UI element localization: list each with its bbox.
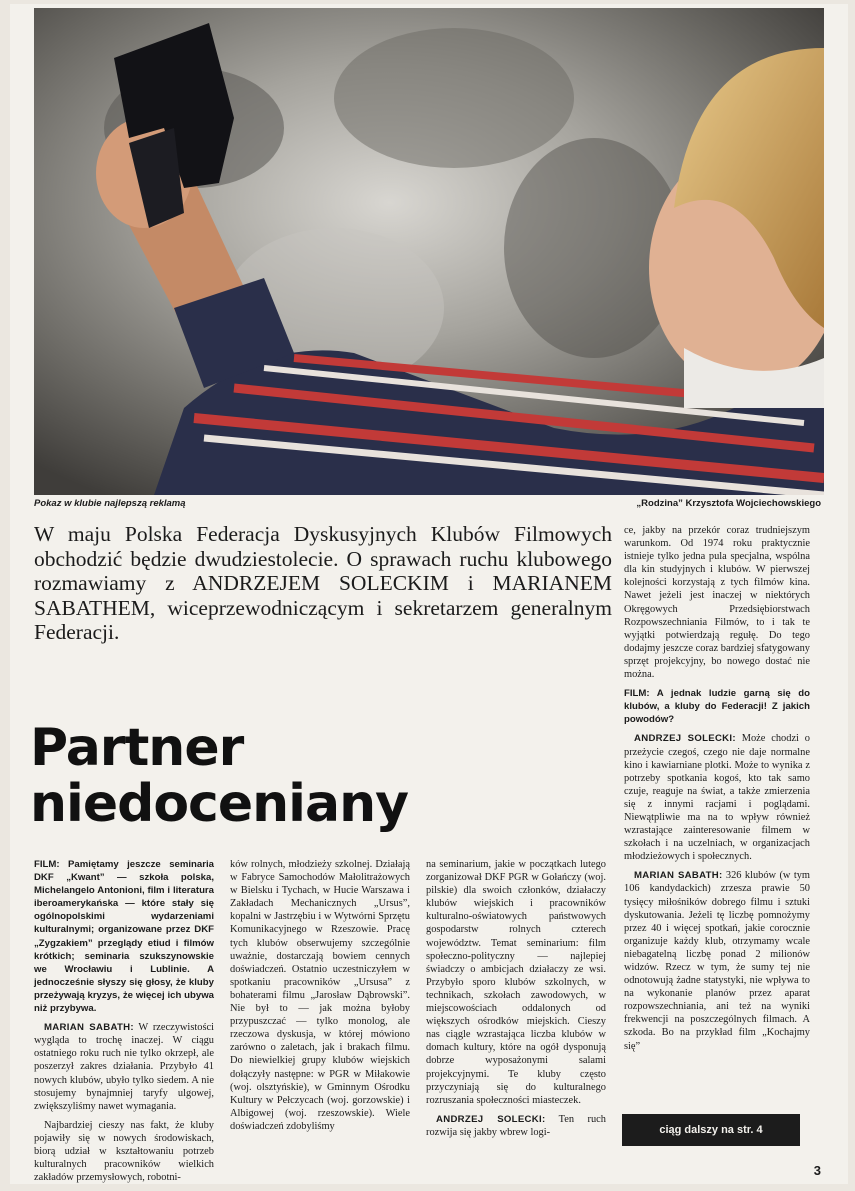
article-lead: W maju Polska Federacja Dyskusyjnych Klubów Filmowych obchodzić będzie dwudziestolecie. O sprawach ruchu klubowego rozmawiamy z ANDRZEJEM SOLECKIM i MARIANEM SABATHEM, wiceprzewodniczącym i sekretarzem generalnym Federacji. [34,522,612,645]
text-column-2 [230,858,410,1139]
text-column-1 [34,858,214,1190]
headline-line-2: niedoceniany [30,774,408,834]
paragraph: ce, jakby na przekór coraz trudniejszym warunkom. Od 1974 roku praktycznie istnieje tylko jedna pula specjalna, wspólna dla kin studyjnych i klubów. W pierwszej kolejności korzystają z tych filmów kina. Nawet jeżeli jest inaczej w niektórych Okręgowych Przedsiębiorstwach Rozpowszechniania Filmów, to i tak te wyjątki potwierdzają regułę. Do tego dodajmy jeszcze coraz bardziej sfatygowany sprzęt projekcyjny, bo nowego dostać nie można. [624,525,810,681]
answer-text: Ten ruch rozwija się jakby wbrew logi- [426,1113,606,1138]
paragraph: ków rolnych, młodzieży szkolnej. Działają w Fabryce Samochodów Małolitrażowych w Bielsku i Tychach, w Hucie Warszawa i Zakładach Mechanicznych „Ursus”, kopalni w Jastrzębiu i w Wytwórni Sprzętu Komunikacyjnego w Rzeszowie. Pracę tych klubów obserwujemy szczególnie uważnie, dostarczają bowiem cennych doświadczeń. Ostatnio uczestniczyłem w spotkaniu pracowników „Ursusa” z bohaterami filmu „Jarosław Dąbrowski”. Nie był to — jak można byłoby przypuszczać — tylko monolog, ale rzeczowa dyskusja, w której mówiono zarówno o zaletach, jak i brakach filmu. Do niewielkiej grupy klubów wiejskich dołączyły następne: w PGR w Miłakowie (woj. olsztyńskie), w Gminnym Ośrodku Kultury w Pełczycach (woj. gorzowskie) i Albigowej (woj. rzeszowskie). Wiele doświadczeń zdobyliśmy [230,859,410,1132]
speaker-name: MARIAN SABATH: [44,1022,134,1034]
text-column-3 [426,858,606,1145]
answer-paragraph [34,1021,214,1113]
photo-caption-left: Pokaz w klubie najlepszą reklamą [34,498,186,509]
answer-text: Może chodzi o przeżycie czegoś, czego nie daje normalne kino i kawiarniane plotki. Może to wynika z potrzeby spotkania kogoś, kto tak samo czuje, reaguje na świat, a także zmierzenia się z innymi racjami i poglądami. Niewątpliwie ma na to wpływ również wzrastające zainteresowanie filmem w szkołach i na uczelniach, w organizacjach młodzieżowych i społecznych. [624,733,810,863]
answer-text: W rzeczywistości wygląda to trochę inaczej. W ciągu ostatniego roku ruch nie tylko okrzepł, ale poszerzył zakres działania. Przybyło 41 nowych klubów, ubyło tylko siedem. A nie stosujemy bynajmniej taryfy ulgowej, zwiększyliśmy nawet wymagania. [34,1022,214,1112]
paragraph: Najbardziej cieszy nas fakt, że kluby pojawiły się w nowych środowiskach, biorą udział w kształtowaniu potrzeb kulturalnych pracowników wielkich zakładów przemysłowych, robotni- [34,1119,214,1184]
answer-paragraph [624,732,810,863]
speaker-name: ANDRZEJ SOLECKI: [436,1113,546,1125]
speaker-name: MARIAN SABATH: [634,870,723,882]
question-paragraph: FILM: A jednak ludzie garną się do klubów, a kluby do Federacji! Z jakich powodów? [624,688,810,726]
photo-boy-with-pistol [34,8,824,495]
paragraph: na seminarium, jakie w początkach lutego zorganizował DKF PGR w Gołańczy (woj. pilskie) dla swoich członków, działaczy klubów wiejskich i pracowników kulturalno-oświatowych państwowych gospodarstw rolnych czterech województw. Temat seminarium: film społeczno-polityczny — najlepiej świadczy o ambicjach działaczy ze wsi. Przybyło sporo klubów szkolnych, w technikach, szkołach zawodowych, w miejscowościach oddalonych od większych ośrodków miejskich. Cieszy nas ciągle wzrastająca liczba klubów w domach kultury, które na ogół dysponują dobrze wyposażonymi salami projekcyjnymi. Te kluby często przyczyniają się do kulturalnego rozruszania społeczności miasteczek. [426,859,606,1106]
answer-text: 326 klubów (w tym 106 kandydackich) zrzesza prawie 50 tysięcy miłośników dobrego filmu i sztuki dyskutowania. Jeżeli tę liczbę pomnożymy przez 40 i więcej spotkań, jakie corocznie organizuje każdy klub, otrzymamy wcale niebagatelną liczbę ponad 2 milionów widzów. Rzecz w tym, że sumy tej nie odnotowują żadne statystyki, nie wpływa to na wykonanie planów przez aparat rozpowszechniania, ani też na wyniki frekwencji na poszczególnych filmach. A szkoda. Bo na przykład film „Kochajmy się” [624,870,810,1052]
answer-paragraph [624,869,810,1052]
article-headline [30,720,590,832]
continued-on-page-box: ciąg dalszy na str. 4 [622,1114,800,1146]
photo-caption-right: „Rodzina” Krzysztofa Wojciechowskiego [636,498,821,509]
answer-paragraph [426,1113,606,1139]
text-column-4 [624,524,810,1059]
headline-line-1: Partner [30,718,244,778]
question-paragraph: FILM: Pamiętamy jeszcze seminaria DKF „Kwant” — szkoła polska, Michelangelo Antonioni, film i literatura iberoamerykańska — które stały się ogólnopolskimi wydarzeniami kulturalnymi; organizowane przez DKF „Zygzakiem” przeglądy etiud i filmów krótkich; seminaria szukszynowskie we Wrocławiu i Lublinie. A jednocześnie słyszy się głosy, że kluby przeżywają kryzys, że więcej ich ubywa niż przybywa. [34,859,214,1015]
speaker-name: ANDRZEJ SOLECKI: [634,733,736,745]
page-number: 3 [813,1163,821,1178]
